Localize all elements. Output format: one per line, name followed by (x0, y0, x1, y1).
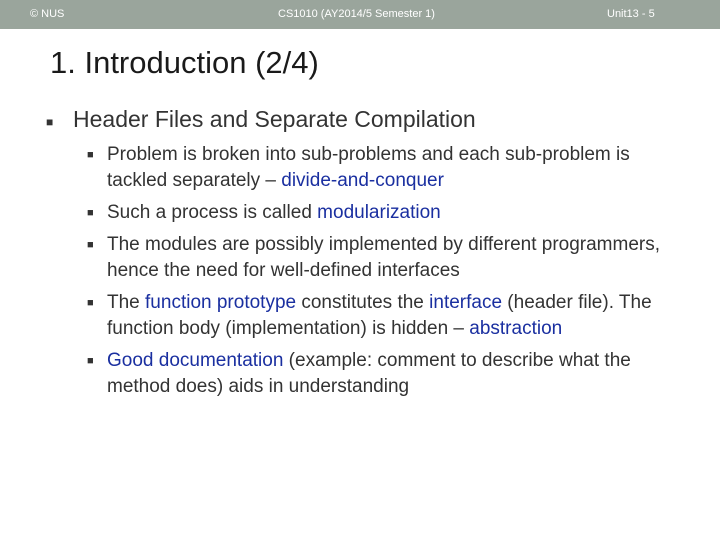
main-bullet-text: Header Files and Separate Compilation (73, 106, 476, 132)
square-bullet-icon: ■ (87, 207, 94, 219)
sub-bullet-text: constitutes the (296, 292, 430, 313)
highlight-term: Good documentation (107, 350, 284, 371)
sub-bullet-text: (header file). The function body (implementation) is hidden – (107, 292, 652, 339)
sub-bullet-text: The modules are possibly implemented by different programmers, hence the need for well-defined interfaces (107, 234, 661, 281)
slide-header-bar (0, 0, 720, 29)
highlight-term: modularization (317, 202, 441, 223)
sub-bullet (87, 142, 687, 194)
sub-bullet-text: The (107, 292, 146, 313)
highlight-term: divide-and-conquer (281, 170, 444, 191)
highlight-term: function prototype (145, 292, 297, 313)
slide-title: 1. Introduction (2/4) (50, 45, 319, 80)
square-bullet-icon: ■ (87, 355, 94, 367)
sub-bullet (87, 348, 687, 400)
sub-bullet (87, 232, 687, 284)
square-bullet-icon: ■ (87, 149, 94, 161)
sub-bullet-text: Problem is broken into sub-problems and each sub-problem is tackled separately – (107, 144, 630, 191)
square-bullet-icon: ■ (87, 239, 94, 251)
slide-number: Unit13 - 5 (607, 8, 655, 20)
sub-bullet (87, 290, 687, 342)
highlight-term: interface (429, 292, 503, 313)
highlight-term: abstraction (469, 318, 563, 339)
sub-bullet-text: (example: comment to describe what the method does) aids in understanding (107, 350, 631, 397)
copyright-label: © NUS (30, 8, 65, 20)
sub-bullet-list (87, 142, 687, 406)
square-bullet-icon: ■ (87, 297, 94, 309)
sub-bullet (87, 200, 687, 226)
sub-bullet-text: Such a process is called (107, 202, 318, 223)
course-label: CS1010 (AY2014/5 Semester 1) (278, 8, 435, 20)
square-bullet-icon: ■ (46, 115, 54, 129)
